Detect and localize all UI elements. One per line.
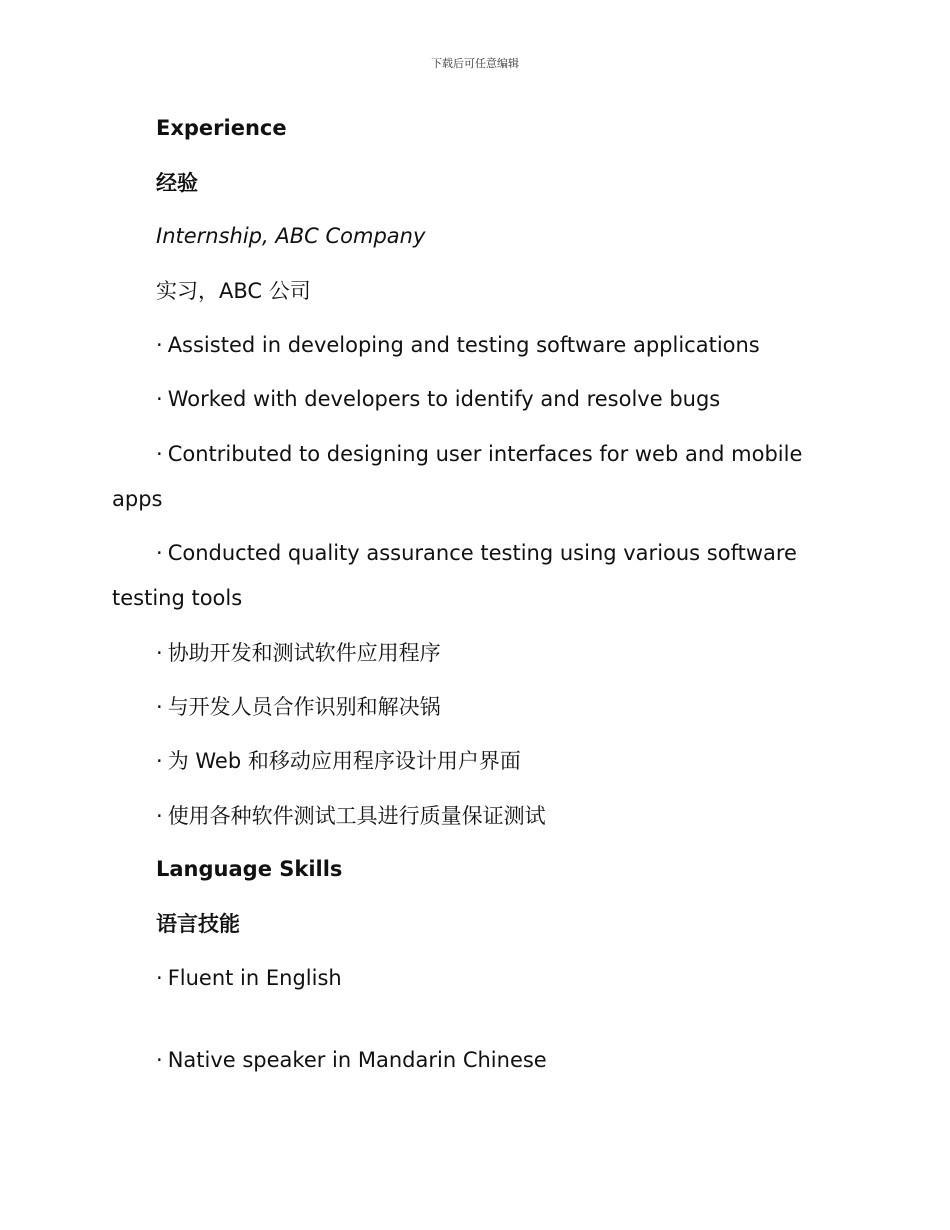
bullet-icon: · [156, 387, 163, 411]
bullet-item-en [156, 387, 720, 411]
experience-heading-zh: 经验 [156, 171, 198, 195]
language-bullet-item [156, 966, 342, 990]
bullet-icon: · [156, 641, 163, 665]
language-bullet-item [156, 1048, 547, 1072]
bullet-item-en [156, 442, 802, 466]
bullet-text: Fluent in English [167, 966, 342, 990]
bullet-icon: · [156, 333, 163, 357]
bullet-text: Assisted in developing and testing software applications [167, 333, 760, 357]
bullet-item-zh [156, 804, 546, 828]
language-heading-en: Language Skills [156, 857, 343, 881]
bullet-text: Worked with developers to identify and resolve bugs [167, 387, 721, 411]
bullet-icon: · [156, 966, 163, 990]
bullet-item-zh [156, 749, 521, 773]
bullet-text: 使用各种软件测试工具进行质量保证测试 [167, 804, 546, 828]
bullet-text-continuation: apps [112, 487, 163, 511]
bullet-icon: · [156, 804, 163, 828]
bullet-text: Native speaker in Mandarin Chinese [167, 1048, 547, 1072]
bullet-icon: · [156, 442, 163, 466]
bullet-text: Conducted quality assurance testing using various software [167, 541, 797, 565]
bullet-item-en [156, 333, 760, 357]
role-title-zh: 实习，ABC 公司 [156, 279, 311, 303]
bullet-text: 为 Web 和移动应用程序设计用户界面 [167, 749, 521, 773]
role-title-en: Internship, ABC Company [156, 224, 426, 248]
bullet-text: Contributed to designing user interfaces for web and mobile [167, 442, 803, 466]
page-header: 下载后可任意编辑 [431, 57, 519, 70]
bullet-icon: · [156, 749, 163, 773]
bullet-icon: · [156, 541, 163, 565]
bullet-text-continuation: testing tools [112, 586, 243, 610]
bullet-text: 与开发人员合作识别和解决锅 [167, 695, 441, 719]
experience-heading-en: Experience [156, 116, 287, 140]
bullet-item-zh [156, 695, 441, 719]
bullet-item-zh [156, 641, 441, 665]
language-heading-zh: 语言技能 [156, 912, 240, 936]
bullet-icon: · [156, 695, 163, 719]
bullet-icon: · [156, 1048, 163, 1072]
bullet-text: 协助开发和测试软件应用程序 [167, 641, 441, 665]
bullet-item-en [156, 541, 797, 565]
